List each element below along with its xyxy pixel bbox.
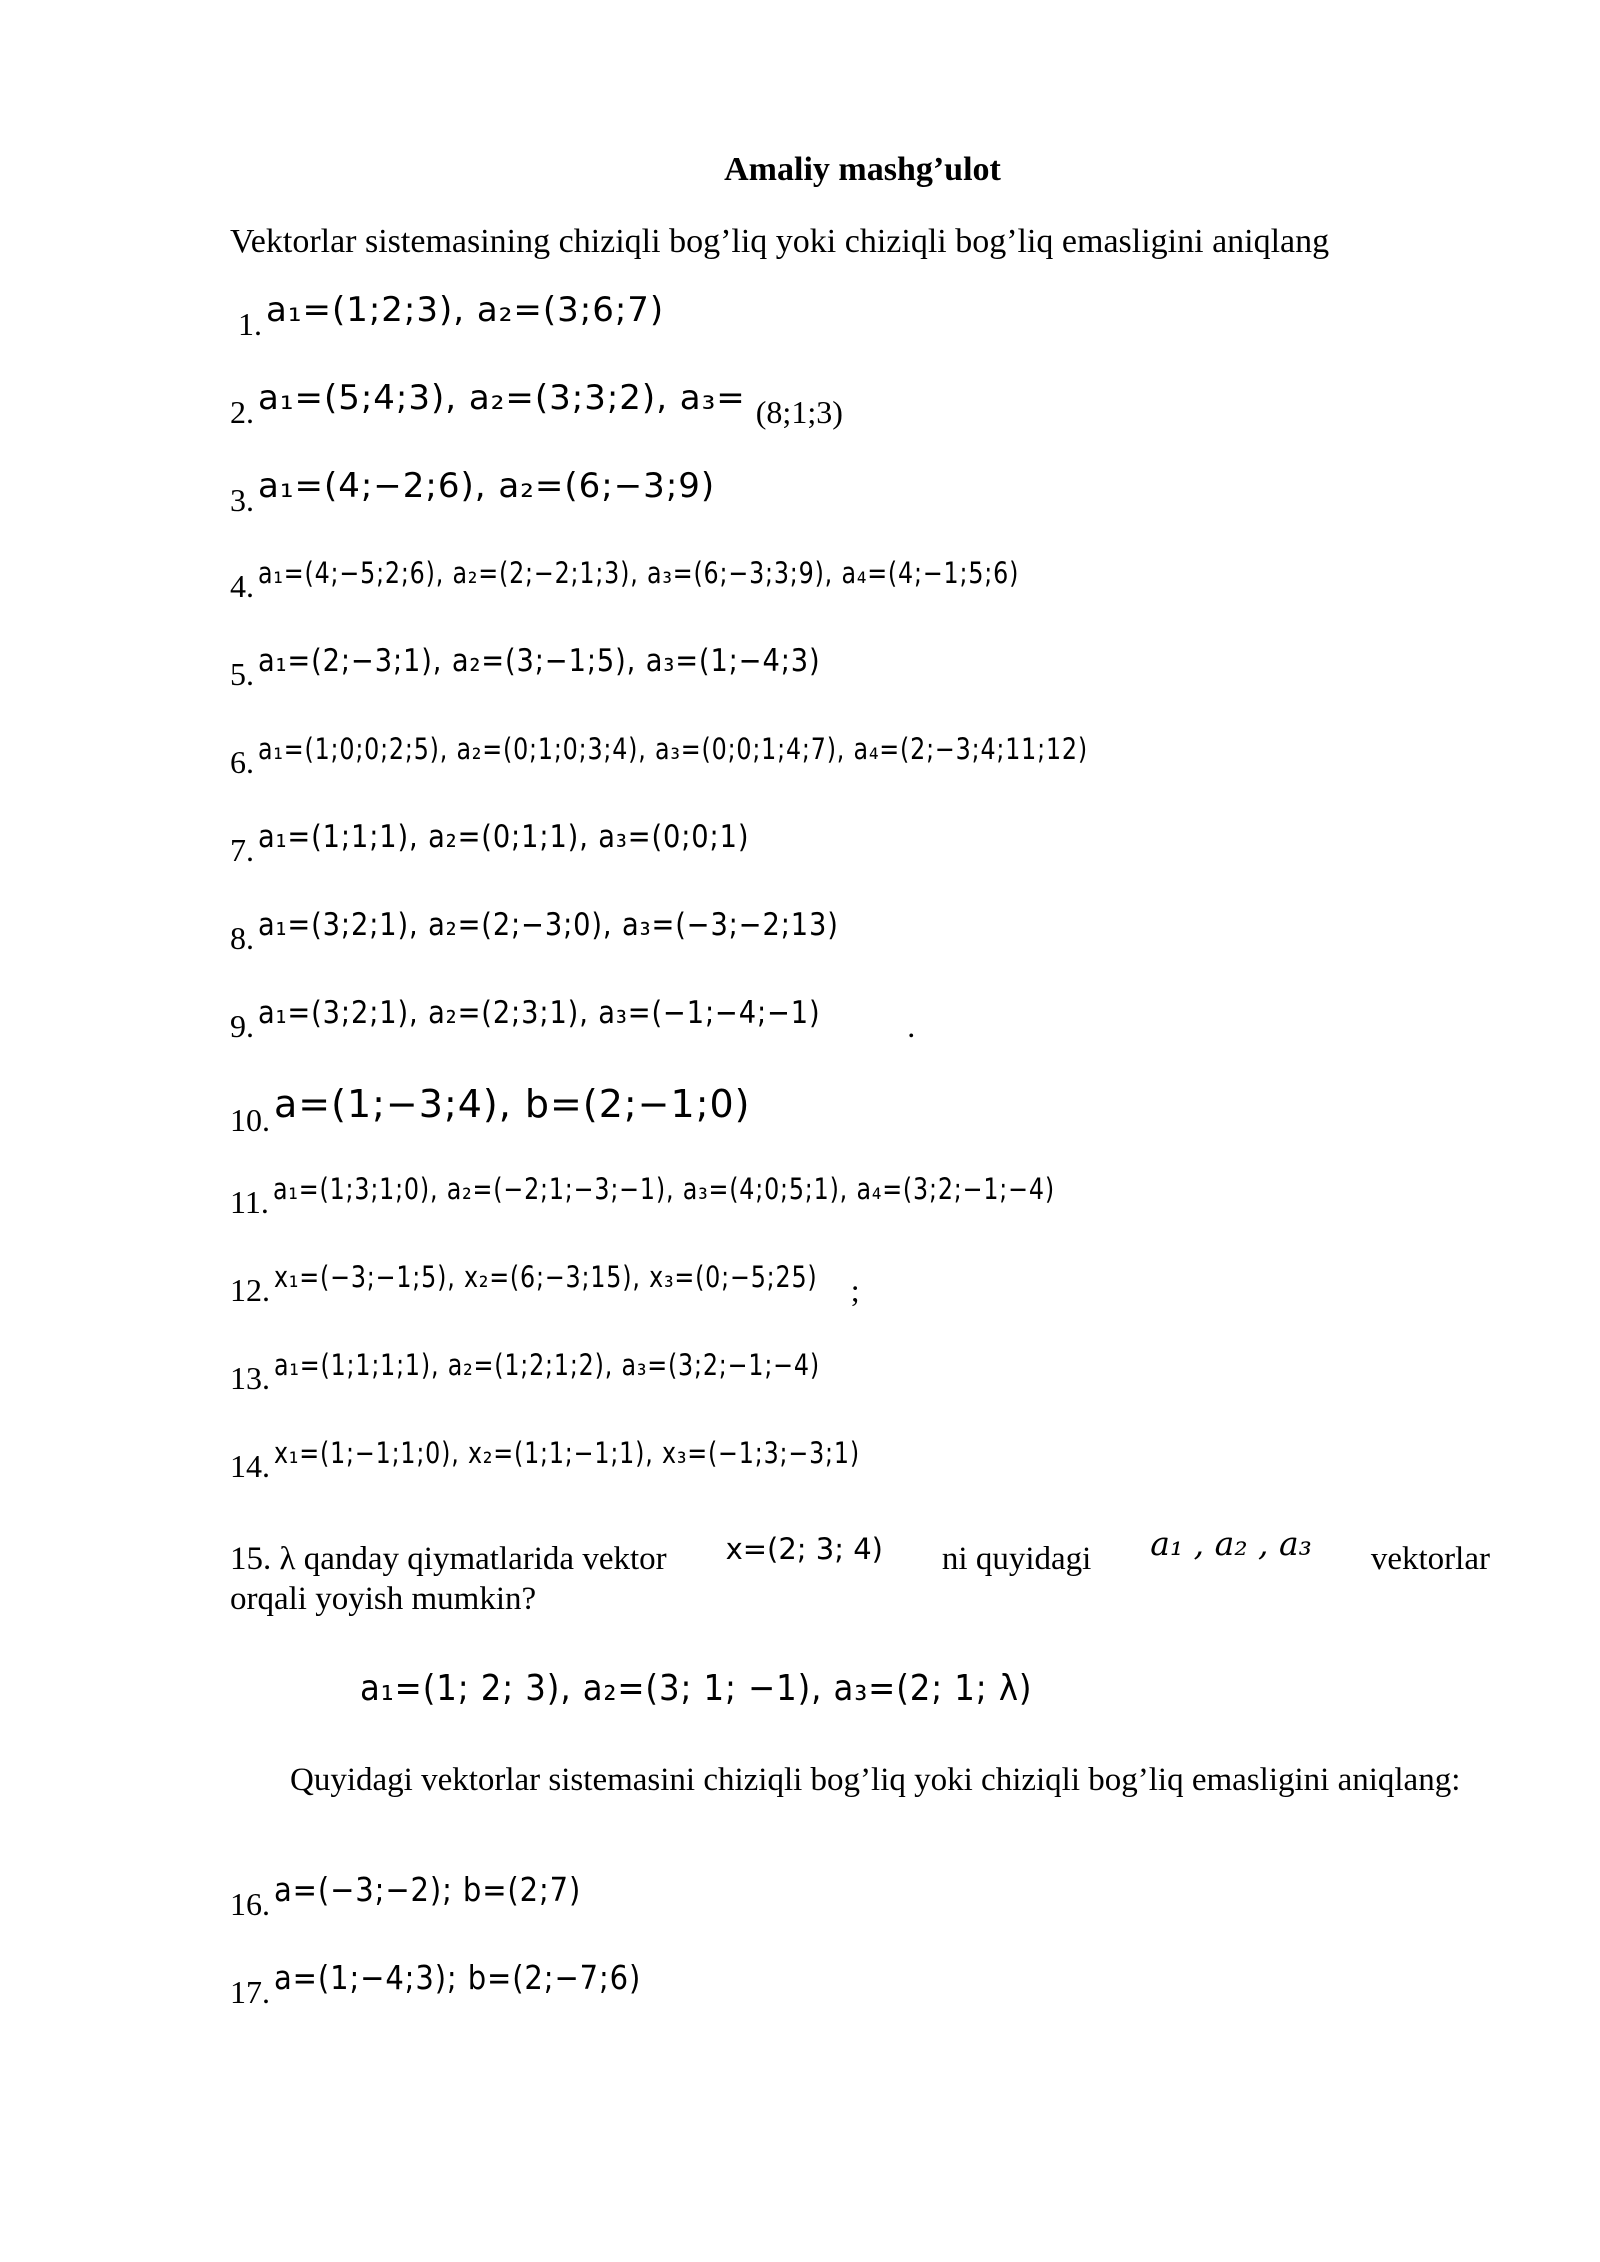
exercise-number: 3. <box>230 482 254 518</box>
exercise-number: 10. <box>230 1102 270 1138</box>
exercise-7 <box>230 818 816 868</box>
exercise-expression: a₁=(3;2;1), a₂=(2;3;1), a₃=(−1;−4;−1) <box>258 995 821 1031</box>
exercise-17 <box>230 1958 691 2010</box>
page-title: Amaliy mashg’ulot <box>724 151 1001 188</box>
exercise-tail: (8;1;3) <box>755 394 843 430</box>
exercise-number: 6. <box>230 744 254 780</box>
exercise-15-vector: x=(2; 3; 4) <box>725 1532 883 1566</box>
exercise-15-mid: ni quyidagi <box>941 1541 1092 1577</box>
exercise-expression: a₁=(1;1;1), a₂=(0;1;1), a₃=(0;0;1) <box>258 819 750 855</box>
exercise-expression: a₁=(5;4;3), a₂=(3;3;2), a₃= <box>258 378 746 418</box>
exercise-15 <box>230 1524 1490 1628</box>
exercise-5 <box>230 642 897 692</box>
exercise-tail: ; <box>850 1272 860 1308</box>
exercise-15-formula <box>360 1668 1107 1709</box>
exercise-12 <box>230 1258 860 1308</box>
exercise-number: 11. <box>230 1184 269 1220</box>
exercise-expression: a₁=(4;−2;6), a₂=(6;−3;9) <box>258 466 716 506</box>
exercise-number: 9. <box>230 1008 254 1044</box>
exercise-expression: a₁=(2;−3;1), a₂=(3;−1;5), a₃=(1;−4;3) <box>258 643 821 679</box>
exercise-number: 4. <box>230 568 254 604</box>
exercise-expression: a₁=(1;3;1;0), a₂=(−2;1;−3;−1), a₃=(4;0;5;1), a₄=(3;2;−1;−4) <box>272 1172 1055 1206</box>
exercise-14 <box>230 1434 989 1484</box>
exercise-expression: a₁=(1;1;1;1), a₂=(1;2;1;2), a₃=(3;2;−1;−4) <box>274 1348 820 1382</box>
exercise-expression: a=(1;−3;4), b=(2;−1;0) <box>274 1082 751 1126</box>
exercise-6 <box>230 730 1270 780</box>
exercise-number: 5. <box>230 656 254 692</box>
exercise-number: 14. <box>230 1448 270 1484</box>
exercise-expression: a=(−3;−2); b=(2;7) <box>274 1870 582 1909</box>
exercise-number: 8. <box>230 920 254 956</box>
exercise-15-line2: orqali yoyish mumkin? <box>230 1581 537 1617</box>
exercise-3 <box>230 466 716 518</box>
exercise-expression: a₁=(1;0;0;2;5), a₂=(0;1;0;3;4), a₃=(0;0;1;4;7), a₄=(2;−3;4;11;12) <box>258 732 1088 766</box>
exercise-1 <box>238 290 665 342</box>
exercise-10 <box>230 1082 751 1138</box>
exercise-13 <box>230 1346 940 1396</box>
exercise-expression: a=(1;−4;3); b=(2;−7;6) <box>274 1958 642 1997</box>
exercise-8 <box>230 906 918 956</box>
exercise-2 <box>230 378 843 430</box>
exercise-4 <box>230 554 1186 604</box>
exercise-expression: x₁=(−3;−1;5), x₂=(6;−3;15), x₃=(0;−5;25) <box>274 1260 818 1294</box>
exercise-15-vectors: a₁ , a₂ , a₃ <box>1150 1524 1312 1563</box>
exercise-number: 7. <box>230 832 254 868</box>
exercise-expression: a₁=(1;2;3), a₂=(3;6;7) <box>266 290 665 330</box>
exercise-expression: a₁=(3;2;1), a₂=(2;−3;0), a₃=(−3;−2;13) <box>258 907 839 943</box>
exercise-number: 16. <box>230 1886 270 1922</box>
exercise-expression: a₁=(4;−5;2;6), a₂=(2;−2;1;3), a₃=(6;−3;3;9), a₄=(4;−1;5;6) <box>258 556 1020 590</box>
exercise-tail: . <box>907 1008 916 1044</box>
exercise-11 <box>230 1170 1226 1220</box>
section-2-instruction: Quyidagi vektorlar sistemasini chiziqli bog’liq yoki chiziqli bog’liq emasligini aniqlang: <box>290 1762 1461 1798</box>
exercise-expression: x₁=(1;−1;1;0), x₂=(1;1;−1;1), x₃=(−1;3;−3;1) <box>274 1436 860 1470</box>
intro-text: Vektorlar sistemasining chiziqli bog’liq yoki chiziqli bog’liq emasligini aniqlang <box>230 223 1330 260</box>
exercise-15-prefix: 15. λ qanday qiymatlarida vektor <box>230 1541 667 1577</box>
exercise-15-suffix: vektorlar <box>1370 1541 1490 1577</box>
exercise-number: 12. <box>230 1272 270 1308</box>
exercise-15-formula-text: a₁=(1; 2; 3), a₂=(3; 1; −1), a₃=(2; 1; λ) <box>360 1668 1033 1709</box>
exercise-16 <box>230 1870 623 1922</box>
exercise-number: 2. <box>230 394 254 430</box>
exercise-9 <box>230 994 916 1044</box>
exercise-number: 13. <box>230 1360 270 1396</box>
exercise-number: 1. <box>238 306 262 342</box>
exercise-number: 17. <box>230 1974 270 2010</box>
